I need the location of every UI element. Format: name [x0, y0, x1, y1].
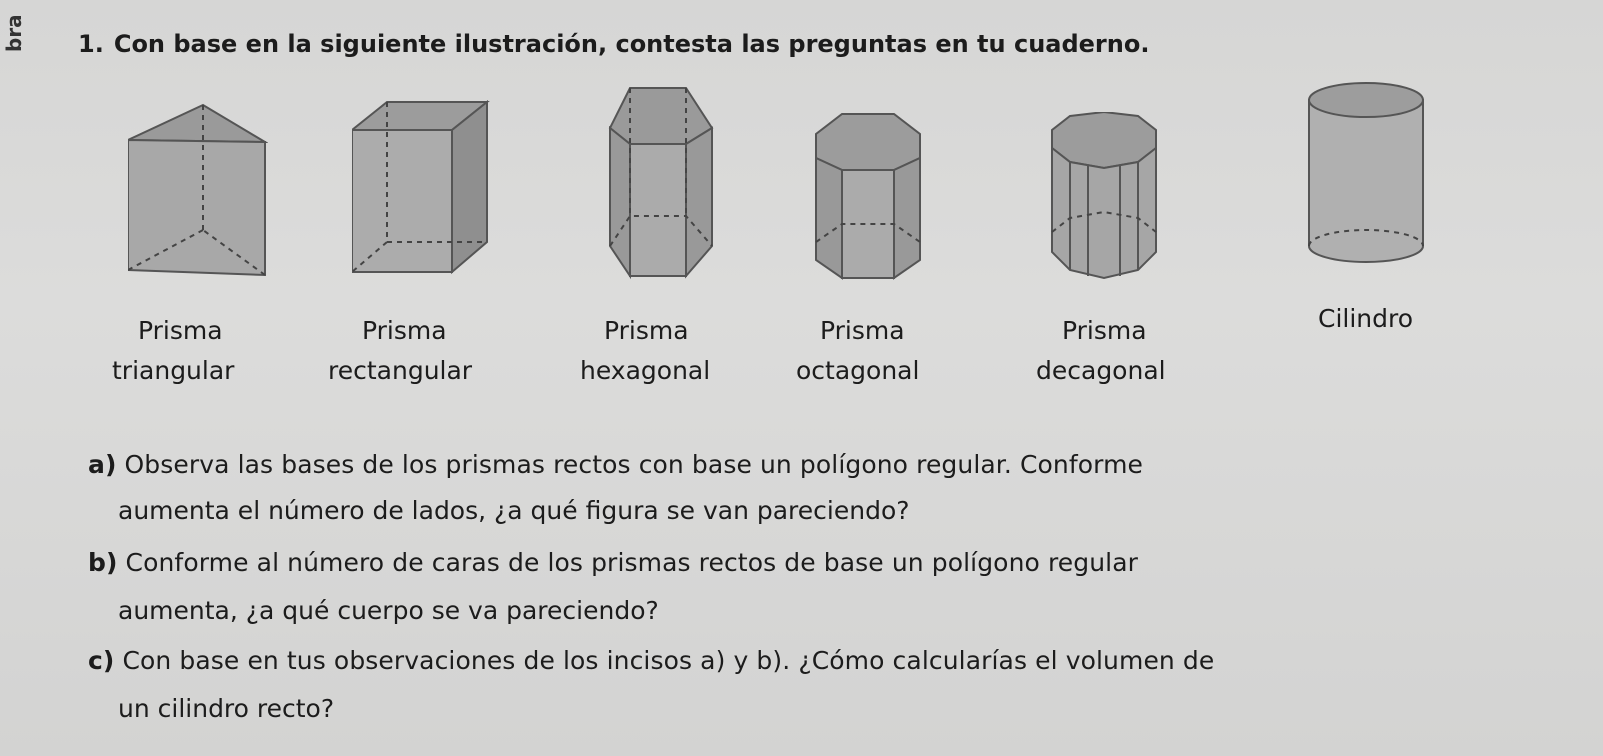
figure-label-line1: Prisma	[138, 316, 223, 345]
figure-label-line2: decagonal	[1036, 356, 1166, 385]
cylinder-icon	[1306, 80, 1426, 280]
question-c-line1: c) Con base en tus observaciones de los incisos a) y b). ¿Cómo calcularías el volumen de	[88, 646, 1215, 675]
figure-label-line2: rectangular	[328, 356, 473, 385]
margin-text: bra	[2, 14, 26, 52]
figure-label-line2: hexagonal	[580, 356, 711, 385]
question-a-line2: aumenta el número de lados, ¿a qué figura se van pareciendo?	[118, 496, 910, 525]
decagonal-prism-icon	[1048, 112, 1160, 282]
figure-label-line1: Prisma	[1062, 316, 1147, 345]
figure-label-line2: octagonal	[796, 356, 920, 385]
figure-label-line2: triangular	[112, 356, 235, 385]
rectangular-prism-icon	[352, 100, 492, 280]
question-letter: a)	[88, 450, 117, 479]
octagonal-prism-icon	[812, 112, 924, 282]
hexagonal-prism-icon	[608, 86, 718, 281]
question-letter: b)	[88, 548, 118, 577]
triangular-prism-icon	[128, 100, 268, 280]
figure-label-line1: Prisma	[604, 316, 689, 345]
exercise-title	[78, 30, 1149, 58]
exercise-instruction: Con base en la siguiente ilustración, contesta las preguntas en tu cuaderno.	[113, 30, 1150, 58]
figure-label-line1: Cilindro	[1318, 304, 1414, 333]
exercise-number: 1.	[78, 30, 104, 58]
figure-label-line1: Prisma	[362, 316, 447, 345]
question-b-line2: aumenta, ¿a qué cuerpo se va pareciendo?	[118, 596, 659, 625]
question-letter: c)	[88, 646, 115, 675]
question-a-line1: a) Observa las bases de los prismas rectos con base un polígono regular. Conforme	[88, 450, 1144, 479]
question-c-line2: un cilindro recto?	[118, 694, 335, 723]
question-b-line1: b) Conforme al número de caras de los prismas rectos de base un polígono regular	[88, 548, 1139, 577]
figure-label-line1: Prisma	[820, 316, 905, 345]
